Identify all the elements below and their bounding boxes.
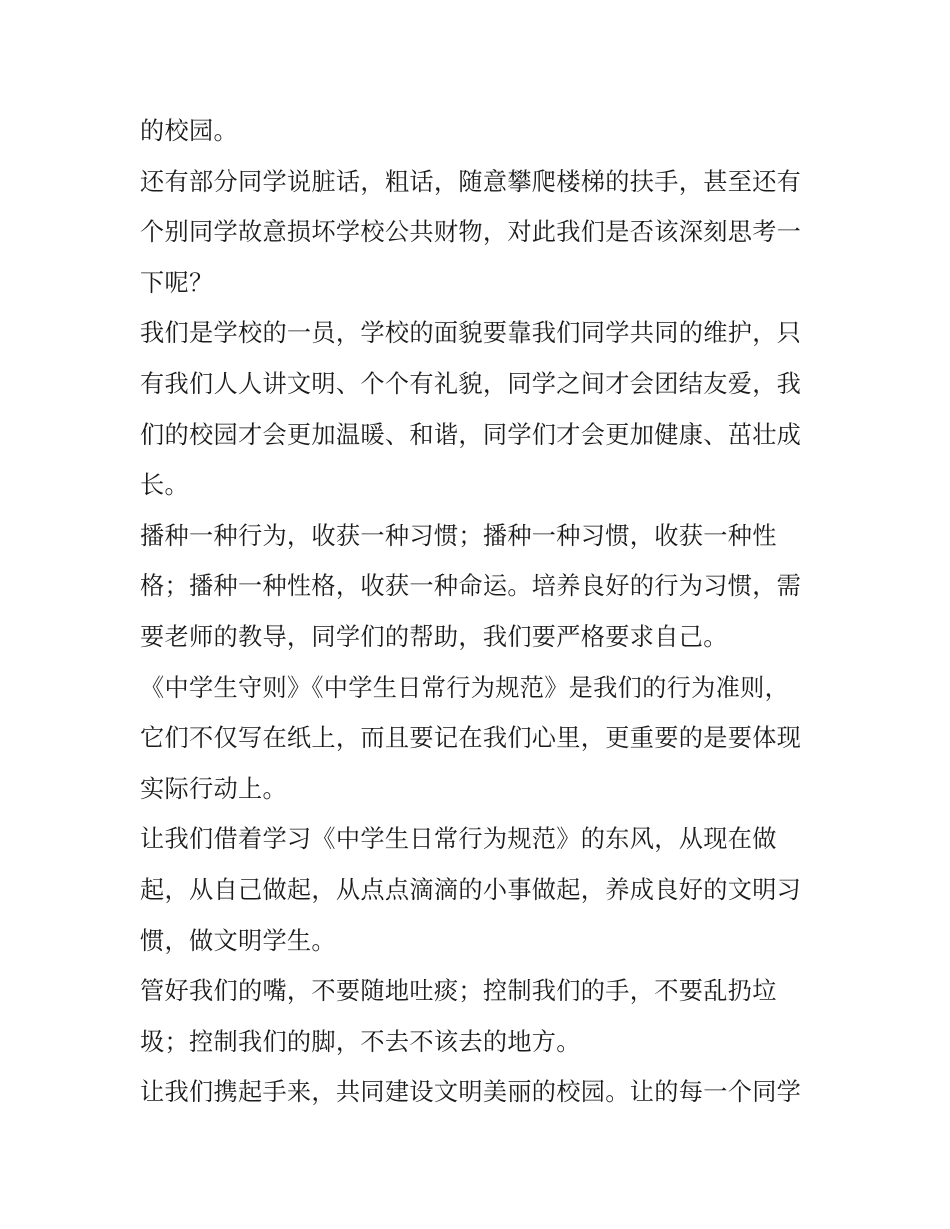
document-body [140, 106, 820, 1118]
text-line: 有我们人人讲文明、个个有礼貌，同学之间才会团结友爱，我 [140, 369, 802, 398]
text-line: 它们不仅写在纸上，而且要记在我们心里，更重要的是要体现 [140, 724, 802, 753]
text-line: 下呢？ [140, 268, 214, 297]
text-line: 的校园。 [140, 117, 238, 145]
text-line: 惯，做文明学生。 [140, 926, 336, 955]
text-line: 个别同学故意损坏学校公共财物，对此我们是否该深刻思考一 [140, 218, 802, 247]
text-line: 格；播种一种性格，收获一种命运。培养良好的行为习惯，需 [140, 572, 802, 601]
text-line: 实际行动上。 [140, 774, 287, 803]
text-line: 长。 [140, 471, 189, 500]
text-line: 我们是学校的一员，学校的面貌要靠我们同学共同的维护，只 [140, 319, 802, 348]
text-line: 播种一种行为，收获一种习惯；播种一种习惯，收获一种性 [140, 521, 777, 550]
text-line: 《中学生守则》《中学生日常行为规范》是我们的行为准则， [140, 673, 790, 702]
text-line: 还有部分同学说脏话，粗话，随意攀爬楼梯的扶手，甚至还有 [140, 167, 802, 196]
text-line: 圾；控制我们的脚，不去不该去的地方。 [140, 1027, 581, 1056]
text-line: 让我们携起手来，共同建设文明美丽的校园。让的每一个同学 [140, 1078, 802, 1107]
text-line: 要老师的教导，同学们的帮助，我们要严格要求自己。 [140, 622, 728, 651]
text-line: 管好我们的嘴，不要随地吐痰；控制我们的手，不要乱扔垃 [140, 977, 777, 1006]
text-line: 们的校园才会更加温暖、和谐，同学们才会更加健康、茁壮成 [140, 420, 802, 449]
text-line: 起，从自己做起，从点点滴滴的小事做起，养成良好的文明习 [140, 875, 802, 904]
text-line: 让我们借着学习《中学生日常行为规范》的东风，从现在做 [140, 825, 777, 854]
